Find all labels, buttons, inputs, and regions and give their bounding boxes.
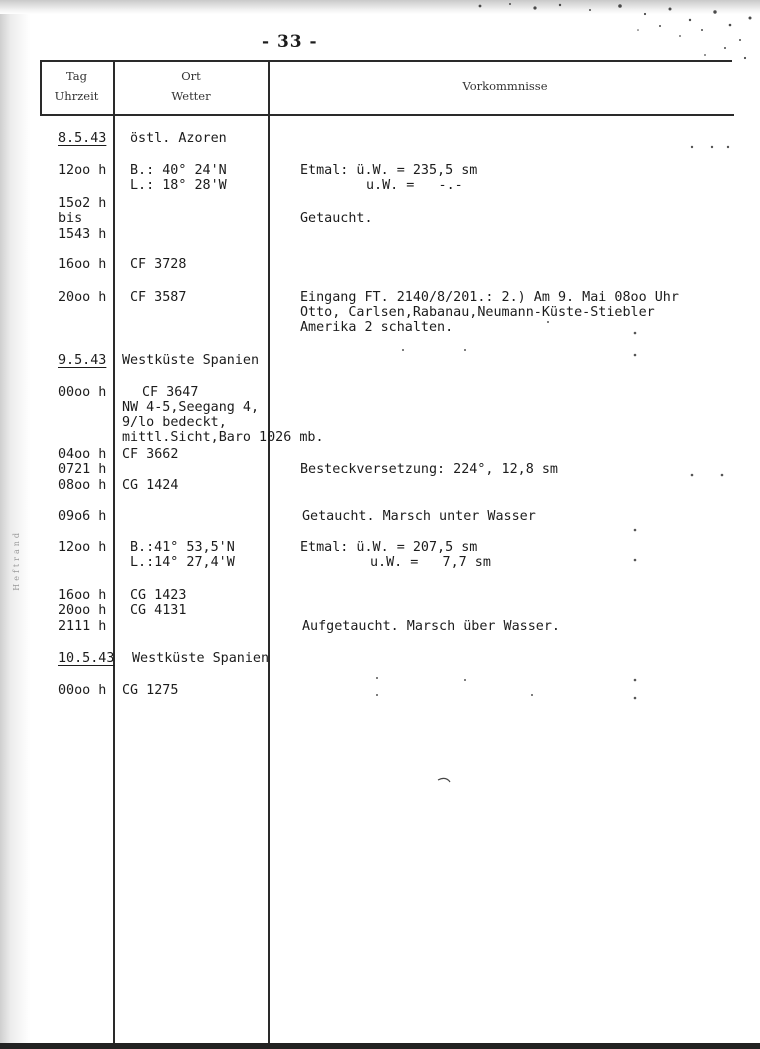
header-ort: Ort <box>181 69 201 83</box>
grid-cg-1424: CG 1424 <box>122 478 179 493</box>
radio-message-line-1: Eingang FT. 2140/8/201.: 2.) Am 9. Mai 08oo Uhr <box>300 290 679 305</box>
grid-cg-1275: CG 1275 <box>122 683 179 698</box>
time-0400: 04oo h <box>58 447 107 462</box>
grid-cf-3587: CF 3587 <box>130 290 187 305</box>
header-tag: Tag <box>66 69 87 83</box>
place-westkuste-spanien-2: Westküste Spanien <box>132 651 270 666</box>
etmal-b-line-2: u.W. = 7,7 sm <box>370 555 491 570</box>
position-lon: L.: 18° 28'W <box>130 178 227 193</box>
time-0000-b: 00oo h <box>58 683 107 698</box>
header-uhrzeit: Uhrzeit <box>54 89 99 103</box>
time-0721: 0721 h <box>58 462 107 477</box>
event-getaucht-marsch: Getaucht. Marsch unter Wasser <box>302 509 536 524</box>
time-1600-b: 16oo h <box>58 588 107 603</box>
scan-bottom-edge <box>0 1043 760 1049</box>
radio-message-line-3: Amerika 2 schalten. <box>300 320 454 335</box>
event-besteckversetzung: Besteckversetzung: 224°, 12,8 sm <box>300 462 558 477</box>
grid-cf-3662: CF 3662 <box>122 447 179 462</box>
time-1200-b: 12oo h <box>58 540 107 555</box>
grid-cg-4131: CG 4131 <box>130 603 187 618</box>
etmal-b-line-1: Etmal: ü.W. = 207,5 sm <box>300 540 478 555</box>
time-1543: 1543 h <box>58 227 107 242</box>
weather-visibility-baro: mittl.Sicht,Baro 1026 mb. <box>122 430 324 445</box>
time-1200: 12oo h <box>58 163 107 178</box>
date-8-5-43: 8.5.43 <box>58 131 107 146</box>
place-ostl-azoren: östl. Azoren <box>130 131 227 146</box>
time-0000: 00oo h <box>58 385 107 400</box>
date-10-5-43: 10.5.43 <box>58 651 115 666</box>
position-lon-b: L.:14° 27,4'W <box>130 555 235 570</box>
position-lat-b: B.:41° 53,5'N <box>130 540 235 555</box>
grid-cf-3647: CF 3647 <box>142 385 199 400</box>
radio-message-line-2: Otto, Carlsen,Rabanau,Neumann-Küste-Stiebler <box>300 305 655 320</box>
time-1502: 15o2 h <box>58 196 107 211</box>
place-westkuste-spanien: Westküste Spanien <box>122 353 260 368</box>
weather-wind-sea: NW 4-5,Seegang 4, <box>122 400 260 415</box>
event-getaucht: Getaucht. <box>300 211 373 226</box>
time-2000: 20oo h <box>58 290 107 305</box>
time-0906: 09o6 h <box>58 509 107 524</box>
time-bis: bis <box>58 211 83 226</box>
grid-cf-3728: CF 3728 <box>130 257 187 272</box>
header-wetter: Wetter <box>171 89 211 103</box>
time-2111: 2111 h <box>58 619 107 634</box>
header-vorkommnisse: Vorkommnisse <box>462 79 548 93</box>
time-2000-b: 20oo h <box>58 603 107 618</box>
time-0800: 08oo h <box>58 478 107 493</box>
page-number: - 33 - <box>262 32 318 52</box>
etmal-line-2: u.W. = -.- <box>366 178 463 193</box>
position-lat: B.: 40° 24'N <box>130 163 227 178</box>
time-1600: 16oo h <box>58 257 107 272</box>
grid-cg-1423: CG 1423 <box>130 588 187 603</box>
event-aufgetaucht: Aufgetaucht. Marsch über Wasser. <box>302 619 560 634</box>
etmal-line-1: Etmal: ü.W. = 235,5 sm <box>300 163 478 178</box>
weather-clouds: 9/lo bedeckt, <box>122 415 227 430</box>
margin-note: Heftrand <box>12 530 21 591</box>
date-9-5-43: 9.5.43 <box>58 353 107 368</box>
